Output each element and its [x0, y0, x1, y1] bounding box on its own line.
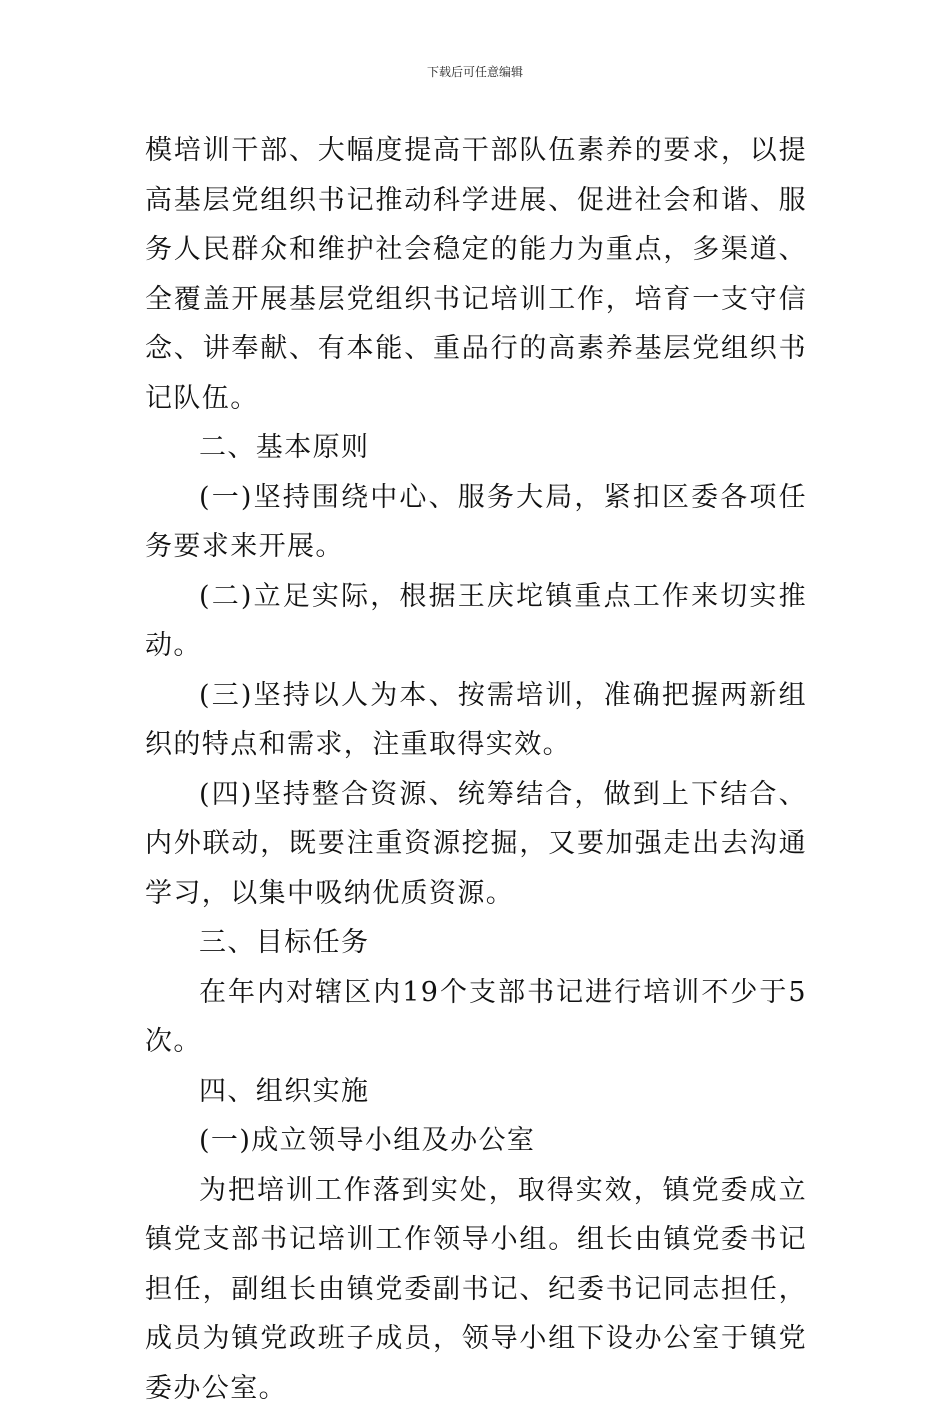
paragraph-training-goals: 模培训干部、大幅度提高干部队伍素养的要求，以提高基层党组织书记推动科学进展、促进社会和谐、服务人民群众和维护社会稳定的能力为重点，多渠道、全覆盖开展基层党组织书记培训工作，培育一支守信念、讲奉献、有本能、重品行的高素养基层党组织书记队伍。	[145, 126, 807, 423]
principle-item-4: (四)坚持整合资源、统筹结合，做到上下结合、内外联动，既要注重资源挖掘，又要加强走出去沟通学习，以集中吸纳优质资源。	[145, 770, 807, 919]
principle-item-2: (二)立足实际，根据王庆坨镇重点工作来切实推动。	[145, 572, 807, 671]
section-heading-target-tasks: 三、目标任务	[145, 918, 807, 968]
page-header: 下载后可任意编辑	[0, 64, 950, 80]
principle-item-1: (一)坚持围绕中心、服务大局，紧扣区委各项任务要求来开展。	[145, 473, 807, 572]
section-heading-implementation: 四、组织实施	[145, 1067, 807, 1117]
subheading-leading-group: (一)成立领导小组及办公室	[145, 1116, 807, 1166]
principle-item-3: (三)坚持以人为本、按需培训，准确把握两新组织的特点和需求，注重取得实效。	[145, 671, 807, 770]
document-body	[145, 126, 807, 1413]
leading-group-paragraph: 为把培训工作落到实处，取得实效，镇党委成立镇党支部书记培训工作领导小组。组长由镇党委书记担任，副组长由镇党委副书记、纪委书记同志担任，成员为镇党政班子成员，领导小组下设办公室于镇党委办公室。	[145, 1166, 807, 1413]
target-task-paragraph: 在年内对辖区内19个支部书记进行培训不少于5次。	[145, 968, 807, 1067]
section-heading-basic-principles: 二、基本原则	[145, 423, 807, 473]
